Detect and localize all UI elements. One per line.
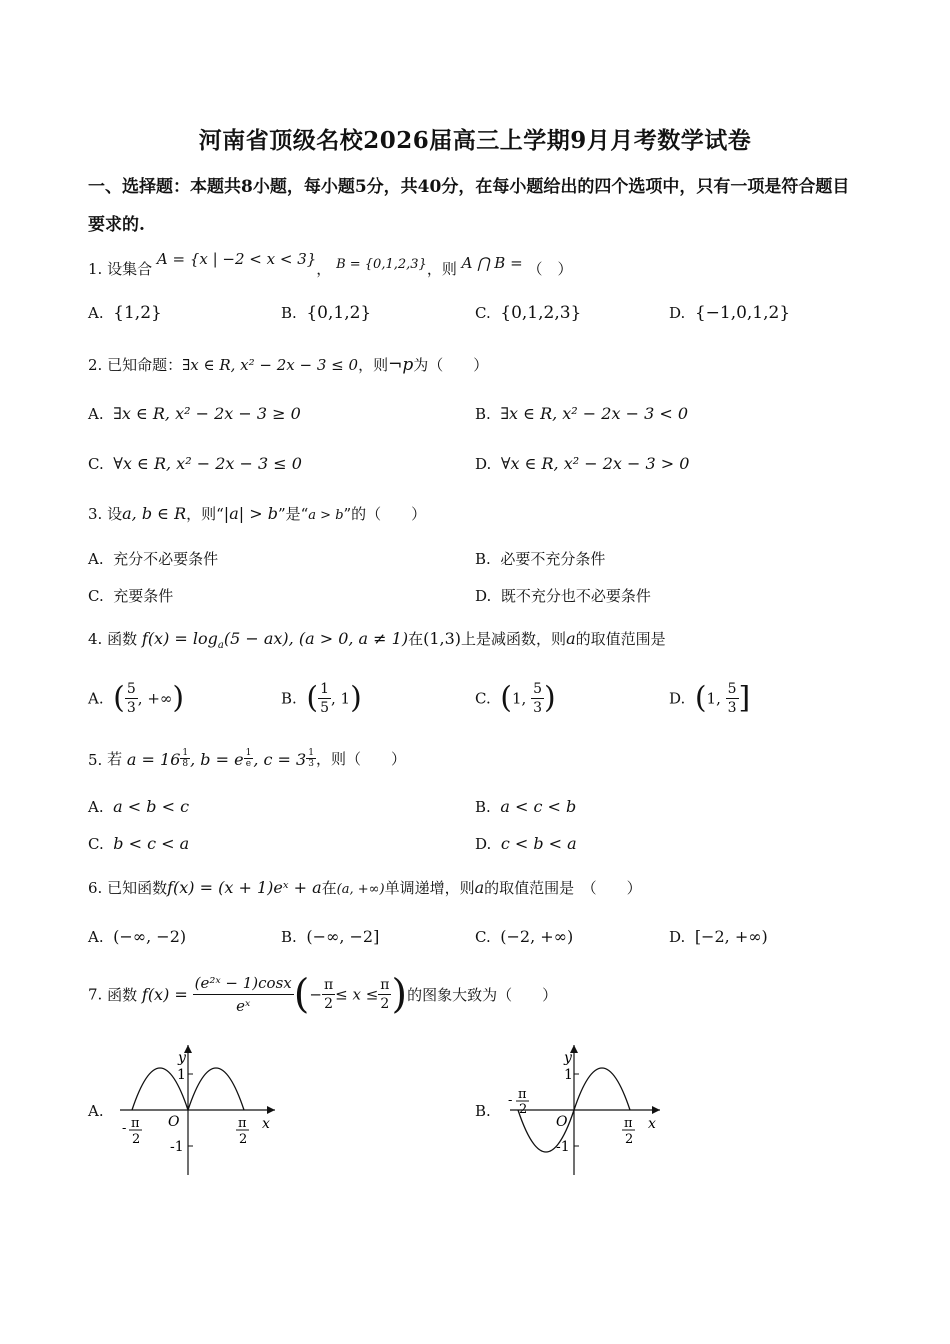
option-a: A. {1,2} <box>88 303 162 323</box>
question-text: ，则（ ） <box>315 750 406 768</box>
option-d: D. {−1,0,1,2} <box>669 303 791 323</box>
option-a: A. (−∞, −2) <box>88 927 187 946</box>
variable: a <box>566 629 576 648</box>
pi-label-right: π <box>238 1116 247 1131</box>
question-text: 为（ ） <box>413 356 489 374</box>
neg-pi-half: $\frac{\pi}{2}$ <box>323 977 334 1012</box>
option-b: B. a < c < b <box>475 797 577 816</box>
proposition: ∃x ∈ R, x² − 2x − 3 ≤ 0 <box>182 356 359 374</box>
a-def: a = 16 <box>126 750 181 769</box>
question-5 <box>88 748 406 769</box>
option-b: B. {0,1,2} <box>281 303 372 323</box>
option-a: A. 充分不必要条件 <box>88 550 219 568</box>
x-axis-arrow <box>652 1106 660 1114</box>
question-number: 2. <box>88 356 103 374</box>
x-label: x <box>648 1116 656 1132</box>
option-d: D. (1, $\frac{5}{3}$ ] <box>669 680 751 716</box>
question-text: 的取值范围是 （ ） <box>484 879 642 897</box>
option-d: D. ∀x ∈ R, x² − 2x − 3 > 0 <box>475 454 690 473</box>
question-text: 函数 <box>107 630 138 648</box>
question-text: ”的（ ） <box>343 505 427 523</box>
variables: a, b ∈ R <box>122 504 187 523</box>
variable: a <box>474 878 485 897</box>
question-text: 的图象大致为（ ） <box>407 986 558 1004</box>
option-d: D. c < b < a <box>475 834 577 853</box>
option-a: A. <box>88 1102 104 1120</box>
question-text: ，则 <box>426 260 457 278</box>
option-b: B. ∃x ∈ R, x² − 2x − 3 < 0 <box>475 404 689 423</box>
question-number: 5. <box>88 751 103 769</box>
interval: (a, +∞) <box>336 882 385 897</box>
option-c: C. (1, $\frac{5}{3}$ ) <box>475 680 556 716</box>
option-c: C. ∀x ∈ R, x² − 2x − 3 ≤ 0 <box>88 454 302 473</box>
b-def: , b = e <box>190 750 244 769</box>
y-label: y <box>564 1050 572 1066</box>
question-text: 在 <box>321 879 337 897</box>
one-label: 1 <box>564 1067 573 1083</box>
option-c: C. 充要条件 <box>88 587 174 605</box>
pi-half: $\frac{\pi}{2}$ <box>380 977 390 1012</box>
intersection-expr: A ⋂ B = <box>461 254 523 272</box>
function-arg: (5 − ax), (a > 0, a ≠ 1) <box>223 629 409 648</box>
neg-label: - <box>122 1121 127 1136</box>
question-number: 4. <box>88 630 103 648</box>
neg-label: - <box>508 1093 513 1108</box>
y-label: y <box>178 1050 186 1066</box>
answer-blank: （ ） <box>527 260 573 278</box>
question-text: 设集合 <box>107 260 153 278</box>
question-number: 1. <box>88 260 103 278</box>
neg-one-label: -1 <box>556 1139 570 1155</box>
question-text: 单调递增，则 <box>384 879 475 897</box>
condition-1: |a| > b <box>223 504 278 523</box>
graph-a <box>110 1040 285 1180</box>
a-exponent: $\frac{1}{8}$ <box>182 748 189 769</box>
question-2 <box>88 354 488 375</box>
c-def: , c = 3 <box>253 750 307 769</box>
question-text: ，则“ <box>186 505 224 523</box>
one-label: 1 <box>177 1067 186 1083</box>
pi-label-left: π <box>518 1087 527 1102</box>
question-text: 的取值范围是 <box>575 630 666 648</box>
option-d: D. [−2, +∞) <box>669 927 768 946</box>
option-d: D. 既不充分也不必要条件 <box>475 587 651 605</box>
question-text: 设 <box>107 505 123 523</box>
two-label-right: 2 <box>239 1132 248 1147</box>
question-text: 在 <box>408 630 424 648</box>
set-a: A = {x | −2 < x < 3} <box>156 250 317 268</box>
curve-right <box>188 1068 244 1110</box>
neg-one-label: -1 <box>170 1139 184 1155</box>
pi-label-left: π <box>131 1116 140 1131</box>
page-title: 河南省顶级名校2026届高三上学期9月月考数学试卷 <box>198 127 752 154</box>
question-7: 7. 函数 f(x) = $\frac{\text{(e²ˣ − 1)cosx}}{\text{eˣ}}$ (− $\frac{\pi}{2}$ ≤ x ≤ $\frac{\pi}{2}$ )的图象大致为（ ） <box>88 971 558 1018</box>
question-3 <box>88 503 426 524</box>
option-b: B. (−∞, −2] <box>281 927 380 946</box>
option-a: A. ∃x ∈ R, x² − 2x − 3 ≥ 0 <box>88 404 301 423</box>
curve-right <box>574 1068 630 1110</box>
x-axis-arrow <box>267 1106 275 1114</box>
b-exponent: $\frac{1}{e}$ <box>245 748 252 769</box>
question-number: 3. <box>88 505 103 523</box>
section-heading: 一、选择题：本题共8小题，每小题5分，共40分，在每小题给出的四个选项中，只有一项是符合题目要求的. <box>88 177 850 235</box>
log-base: a <box>217 640 224 651</box>
option-b: B. <box>475 1102 491 1120</box>
question-6 <box>88 877 642 898</box>
graph-b <box>500 1040 675 1180</box>
option-c: C. b < c < a <box>88 834 190 853</box>
question-text: 若 <box>107 750 123 768</box>
option-a: A. a < b < c <box>88 797 190 816</box>
question-number: 7. <box>88 985 103 1004</box>
question-text: 上是减函数，则 <box>461 630 567 648</box>
question-text: 已知命题： <box>107 356 183 374</box>
condition-2: a > b <box>308 508 344 523</box>
question-number: 6. <box>88 879 103 897</box>
question-text: ，则 <box>358 356 389 374</box>
two-label-right: 2 <box>625 1132 634 1147</box>
question-4 <box>88 628 666 651</box>
question-text: 已知函数 <box>107 879 168 897</box>
function-lhs: f(x) = <box>141 985 188 1004</box>
function-fraction: $\frac{\text{(e²ˣ − 1)cosx}}{\text{eˣ}}$ <box>194 974 292 1015</box>
negation: ¬p <box>388 355 414 375</box>
function-expr: f(x) = (x + 1)eˣ + a <box>167 878 322 897</box>
question-1: 1. 设集合 A = {x | −2 < x < 3}， B = {0,1,2,3}，则 A ⋂ B = （ ） <box>88 250 573 278</box>
option-b: B. ( $\frac{1}{5}$ , 1) <box>281 680 362 716</box>
pi-label-right: π <box>624 1116 633 1131</box>
option-c: C. (−2, +∞) <box>475 927 574 946</box>
function-expr: f(x) = log <box>141 629 218 648</box>
option-c: C. {0,1,2,3} <box>475 303 582 323</box>
question-text: 函数 <box>107 986 138 1004</box>
set-b: B = {0,1,2,3} <box>336 257 427 272</box>
c-exponent: $\frac{1}{3}$ <box>308 748 314 769</box>
origin-label: O <box>168 1114 180 1130</box>
origin-label: O <box>556 1114 568 1130</box>
option-b: B. 必要不充分条件 <box>475 550 606 568</box>
question-text: ”是“ <box>277 505 309 523</box>
option-a: A. ( $\frac{5}{3}$ , +∞) <box>88 680 185 716</box>
two-label-left: 2 <box>519 1102 528 1117</box>
two-label-left: 2 <box>132 1132 141 1147</box>
x-label: x <box>262 1116 270 1132</box>
interval: (1,3) <box>423 629 462 648</box>
